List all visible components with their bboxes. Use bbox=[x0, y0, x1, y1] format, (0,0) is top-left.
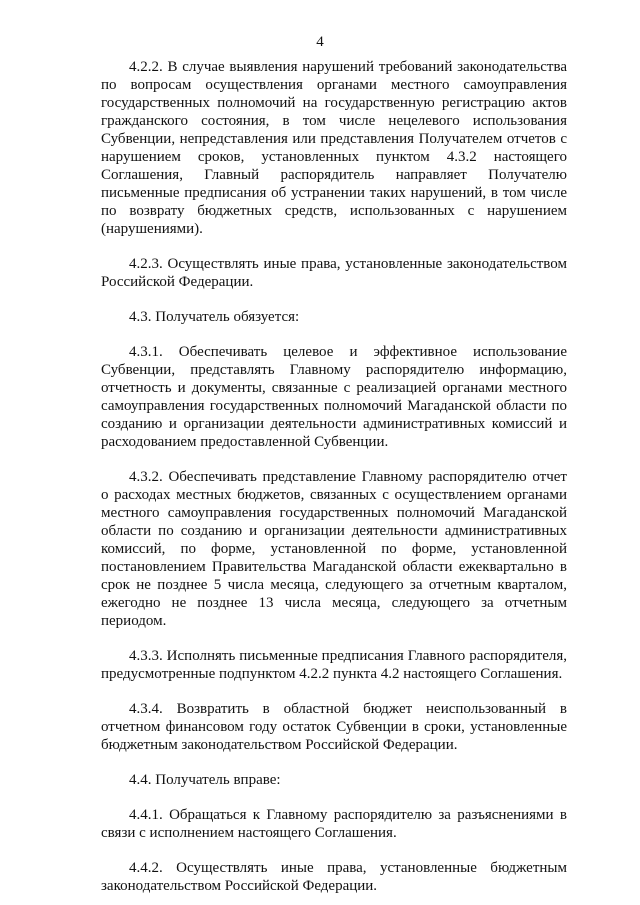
document-body bbox=[101, 58, 567, 895]
paragraph-4-4-1: 4.4.1. Обращаться к Главному распорядителю за разъяснениями в связи с исполнением настоящего Соглашения. bbox=[101, 807, 567, 841]
paragraph-4-2-3: 4.2.3. Осуществлять иные права, установленные законодательством Российской Федерации. bbox=[101, 256, 567, 290]
paragraph-4-3-4: 4.3.4. Возвратить в областной бюджет неиспользованный в отчетном финансовом году остаток Субвенции в сроки, установленные бюджетным законодательством Российской Федерации. bbox=[101, 701, 567, 753]
paragraph-4-4: 4.4. Получатель вправе: bbox=[129, 772, 281, 788]
paragraph-4-2-2: 4.2.2. В случае выявления нарушений требований законодательства по вопросам осуществления органами местного самоуправления государственных полномочий на государственную регистрацию актов гражданского состояния, в том числе нецелевого использования Субвенции, непредставления или представления Получателем отчетов с нарушением сроков, установленных пунктом 4.3.2 настоящего Соглашения, Главный распорядитель направляет Получателю письменные предписания об устранении таких нарушений, в том числе по возврату бюджетных средств, использованных с нарушением (нарушениями). bbox=[101, 59, 567, 237]
paragraph-4-3: 4.3. Получатель обязуется: bbox=[129, 309, 300, 325]
paragraph-4-3-2: 4.3.2. Обеспечивать представление Главному распорядителю отчет о расходах местных бюджетов, связанных с осуществлением органами местного самоуправления государственных полномочий Магаданской области по созданию и организации деятельности административных комиссий, по форме, установленной по форме, установленной постановлением Правительства Магаданской области ежеквартально в срок не позднее 5 числа месяца, следующего за отчетным кварталом, ежегодно не позднее 13 числа месяца, следующего за отчетным периодом. bbox=[101, 469, 567, 629]
paragraph-4-3-1: 4.3.1. Обеспечивать целевое и эффективное использование Субвенции, представлять Главному распорядителю информацию, отчетность и документы, связанные с реализацией органами местного самоуправления государственных полномочий Магаданской области по созданию и организации деятельности административных комиссий и расходованием предоставленной Субвенции. bbox=[101, 344, 567, 450]
page-number: 4 bbox=[316, 34, 324, 50]
paragraph-4-4-2: 4.4.2. Осуществлять иные права, установленные бюджетным законодательством Российской Федерации. bbox=[101, 860, 567, 894]
paragraph-4-3-3: 4.3.3. Исполнять письменные предписания Главного распорядителя, предусмотренные подпунктом 4.2.2 пункта 4.2 настоящего Соглашения. bbox=[101, 648, 567, 682]
